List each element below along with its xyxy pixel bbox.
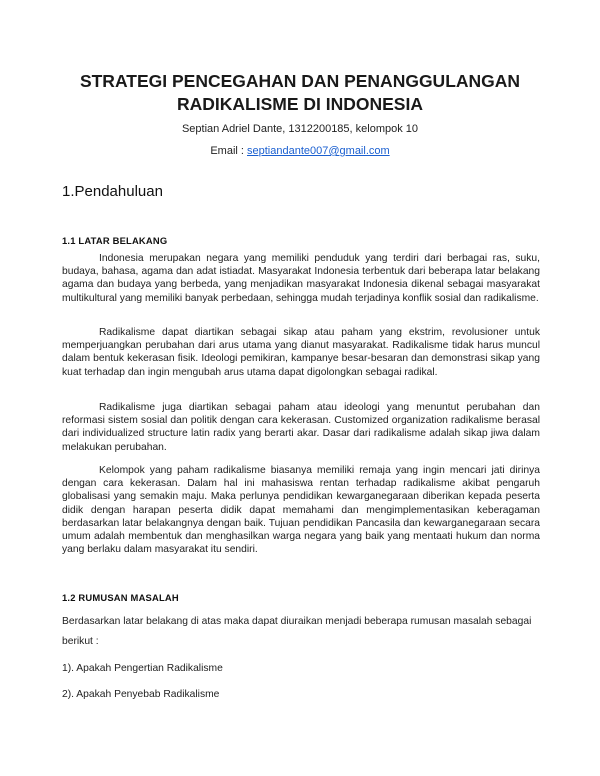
email-line — [0, 145, 600, 157]
paragraph-1: Indonesia merupakan negara yang memiliki penduduk yang terdiri dari berbagai ras, suku, budaya, bahasa, agama dan adat istiadat. Masyarakat Indonesia terbentuk dari beberapa latar belakang agama dan budaya yang berbeda, yang menjadikan masyarakat Indonesia dikenal sebagai masyarakat multikultural yang memiliki banyak perbedaan, sehingga mudah terjadinya konflik sosial dan radikalisme. — [62, 253, 540, 304]
paragraph-3: Radikalisme juga diartikan sebagai paham atau ideologi yang menuntut perubahan dan reformasi sistem sosial dan politik dengan cara kekerasan. Customized organization radikalisme berasal dari individualized structure latin radix yang berarti akar. Dasar dari radikalisme adalah sikap jiwa dalam melakukan perubahan. — [62, 402, 540, 453]
paragraph-4: Kelompok yang paham radikalisme biasanya memiliki remaja yang ingin mencari jati dirinya dengan cara kekerasan. Dalam hal ini mahasiswa rentan terhadap radikalisme akibat pengaruh globalisasi yang semakin maju. Maka perlunya pendidikan kewarganegaraan diberikan kepada peserta didik dengan harapan peserta didik dapat memahami dan mengimplementasikan keberagaman berdasarkan latar belakangnya dengan baik. Tujuan pendidikan Pancasila dan kewarganegaraan secara umum adalah membentuk dan menghasilkan warga negara yang baik yang mentaati hukum dan norma yang berlaku dalam masyarakat itu sendiri. — [62, 465, 540, 556]
subsection-heading-problem: 1.2 RUMUSAN MASALAH — [62, 592, 179, 603]
problem-intro: Berdasarkan latar belakang di atas maka dapat diuraikan menjadi beberapa rumusan masalah sebagai berikut : — [62, 616, 532, 647]
list-item: 1). Apakah Pengertian Radikalisme — [62, 663, 223, 674]
section-heading-introduction: 1.Pendahuluan — [62, 183, 163, 200]
subsection-heading-background: 1.1 LATAR BELAKANG — [62, 235, 168, 246]
email-link[interactable]: septiandante007@gmail.com — [247, 145, 390, 157]
email-label: Email : — [210, 145, 248, 157]
paragraph-2: Radikalisme dapat diartikan sebagai sikap atau paham yang ekstrim, revolusioner untuk memperjuangkan perubahan dari arus utama yang dianut masyarakat. Radikalisme tidak harus muncul dalam bentuk kekerasan fisik. Ideologi pemikiran, kampanye besar-besaran dan demonstrasi sikap yang kuat terhadap dan ingin mengubah arus utama dapat digolongkan sebagai radikal. — [62, 327, 540, 378]
author-line: Septian Adriel Dante, 1312200185, kelompok 10 — [181, 123, 419, 135]
list-item: 2). Apakah Penyebab Radikalisme — [62, 689, 220, 700]
document-title: STRATEGI PENCEGAHAN DAN PENANGGULANGAN RADIKALISME DI INDONESIA — [79, 71, 521, 114]
